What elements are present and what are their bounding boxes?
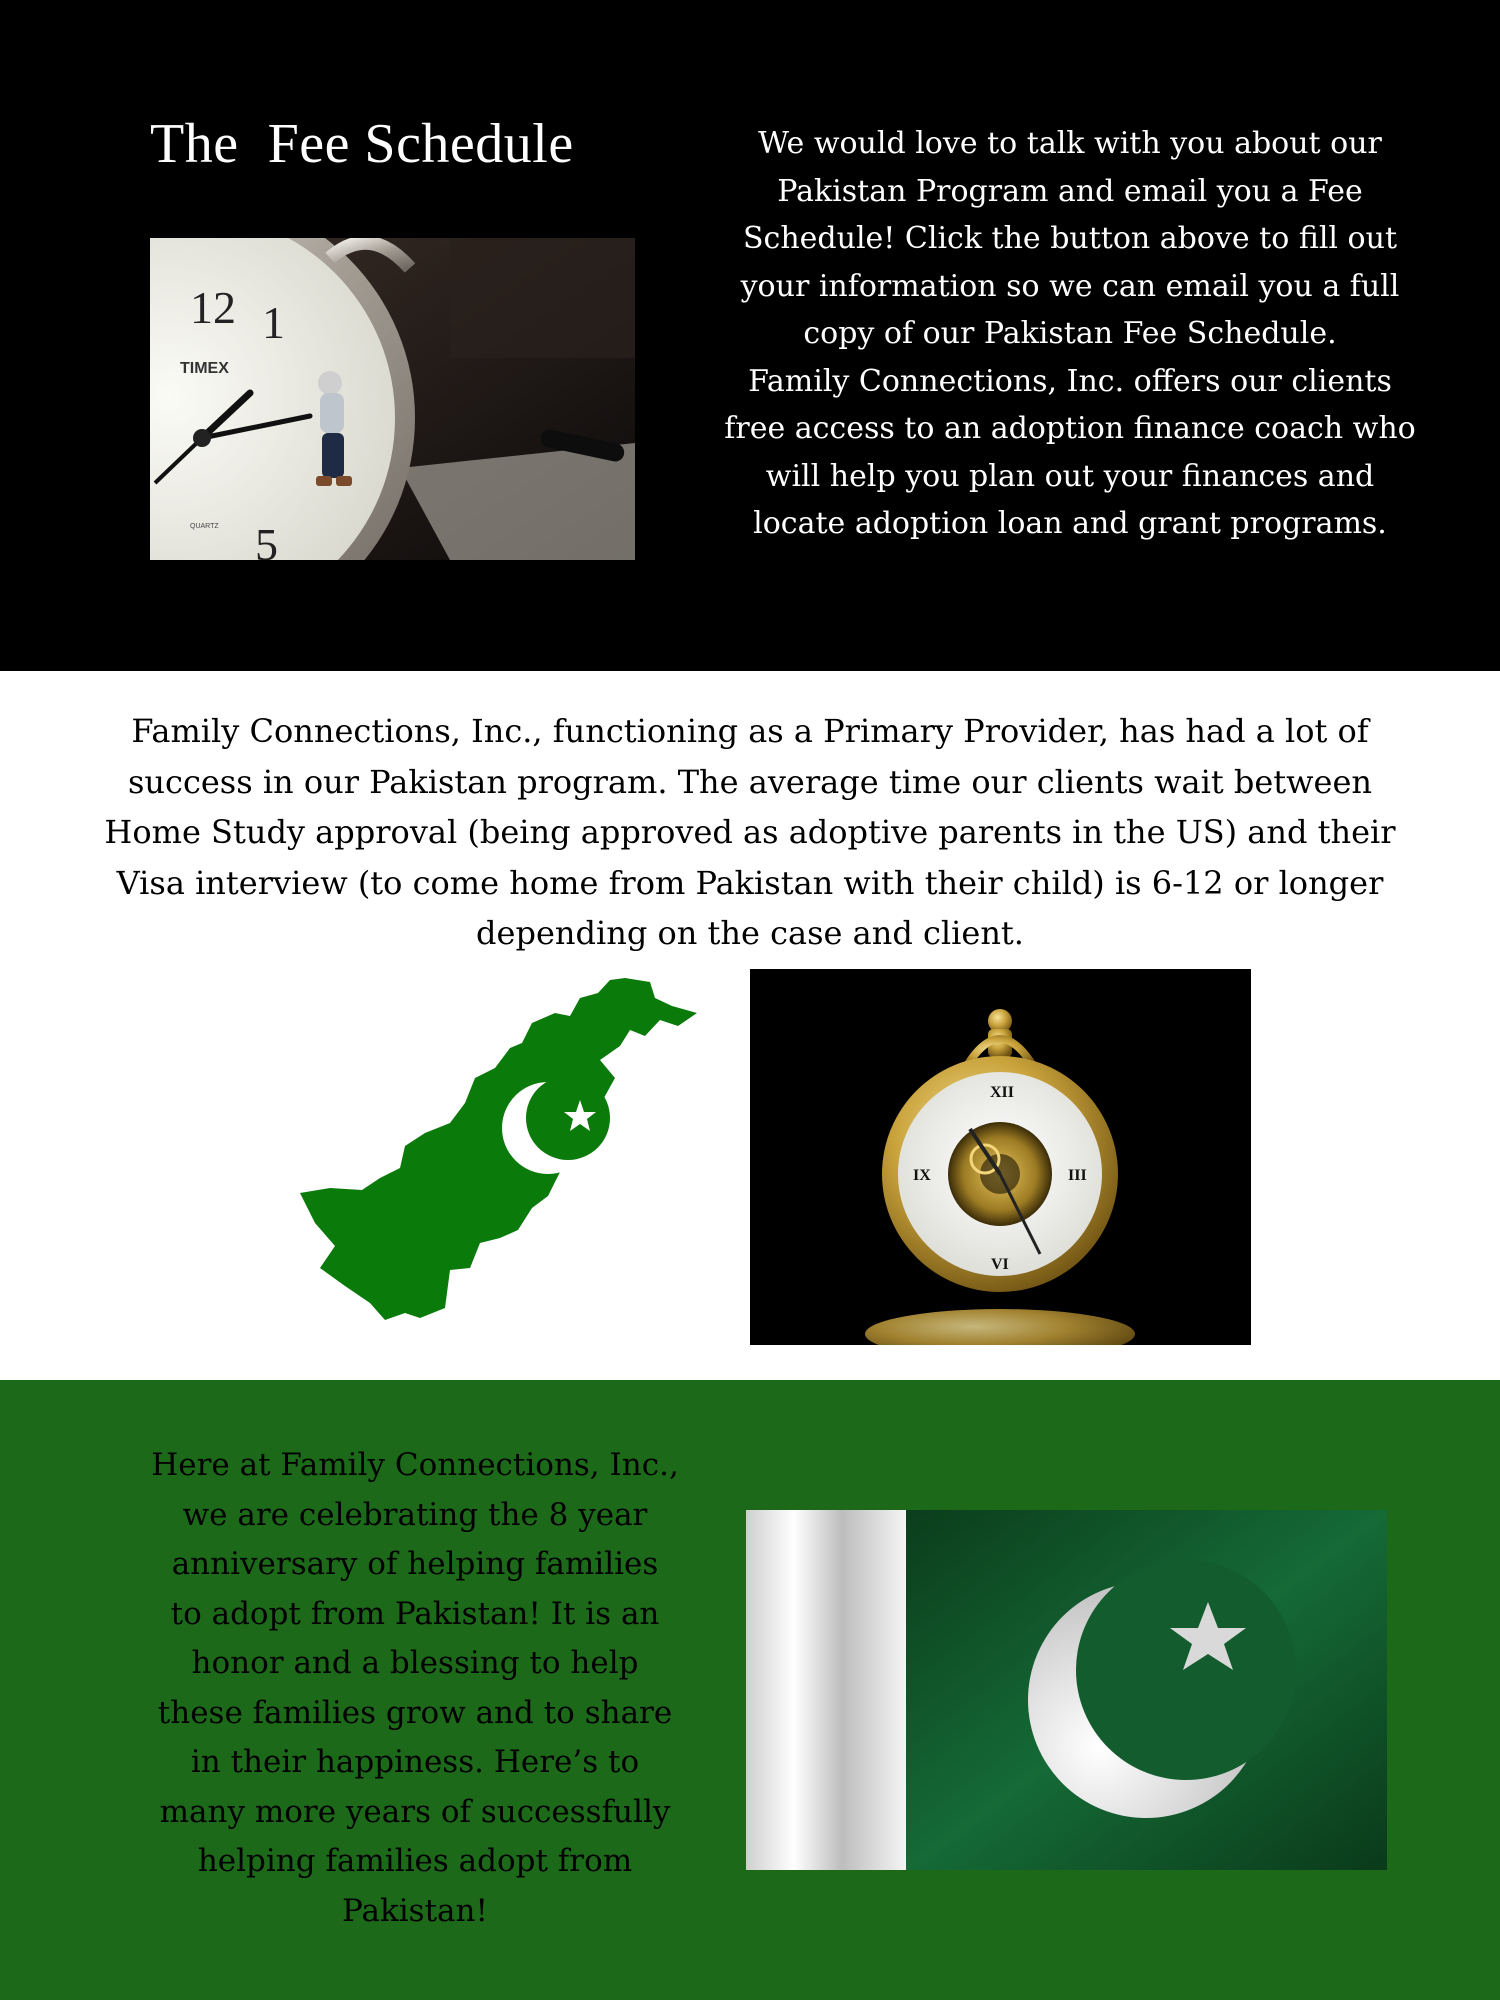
fee-schedule-description [700,120,1440,548]
text-line: Family Connections, Inc. offers our clients [748,363,1392,399]
text-line: these families grow and to share [157,1694,673,1731]
text-line: anniversary of helping families [171,1546,659,1582]
text-line: success in our Pakistan program. The average time our clients wait between [127,762,1372,801]
text-line: depending on the case and client. [476,914,1024,952]
text-line: honor and a blessing to help [191,1645,639,1681]
pakistan-flag-image [746,1510,1387,1870]
page-title: The Fee Schedule [150,113,574,175]
text-line: Schedule! Click the button above to fill out [743,221,1397,256]
program-description [60,706,1440,959]
svg-text:TIMEX: TIMEX [180,360,229,377]
text-line: to adopt from Pakistan! It is an [170,1595,660,1632]
svg-text:XII: XII [990,1084,1015,1101]
text-line: helping families adopt from [197,1843,633,1879]
text-line: We would love to talk with you about our [758,126,1382,161]
svg-text:12: 12 [190,282,236,333]
svg-text:IX: IX [913,1167,931,1184]
text-line: locate adoption loan and grant programs. [753,506,1387,541]
text-line: Family Connections, Inc., functioning as a Primary Provider, has had a lot of [131,712,1369,750]
svg-text:VI: VI [991,1256,1009,1273]
text-line: your information so we can email you a full [740,268,1400,304]
svg-text:QUARTZ: QUARTZ [190,523,219,530]
svg-text:1: 1 [262,297,285,348]
fee-schedule-section [0,0,1500,671]
text-line: Here at Family Connections, Inc., [151,1447,679,1483]
text-line: Pakistan! [342,1892,488,1929]
text-line: Home Study approval (being approved as adoptive parents in the US) and their [104,813,1396,851]
text-line: Pakistan Program and email you a Fee [777,173,1363,209]
text-line: will help you plan out your finances and [765,458,1375,494]
text-line: Visa interview (to come home from Pakistan with their child) is 6-12 or longer [116,863,1384,902]
text-line: copy of our Pakistan Fee Schedule. [803,316,1337,351]
svg-text:5: 5 [255,519,278,560]
text-line: many more years of successfully [159,1793,671,1830]
pakistan-map-icon [300,968,700,1338]
text-line: free access to an adoption finance coach who [724,411,1416,446]
text-line: in their happiness. Here’s to [190,1744,640,1780]
text-line: we are celebrating the 8 year [182,1496,648,1533]
anniversary-message [120,1441,710,1936]
svg-text:III: III [1068,1167,1087,1184]
alarm-clock-image [150,238,635,560]
pocket-watch-image [750,969,1251,1345]
